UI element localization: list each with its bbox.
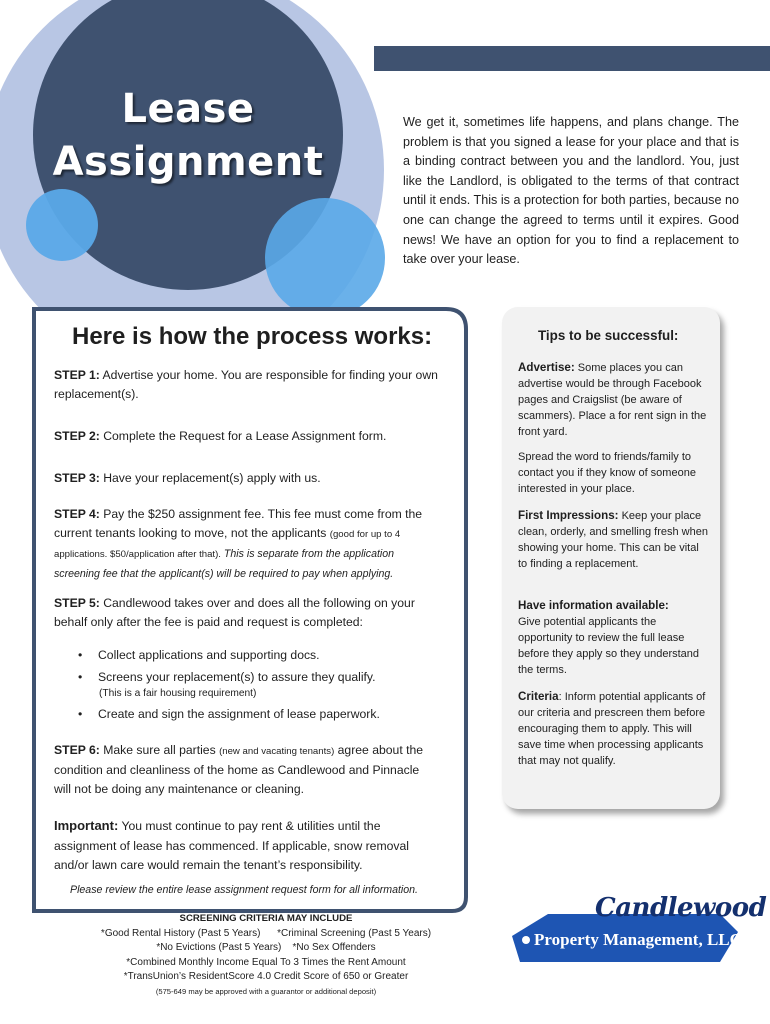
intro-paragraph: We get it, sometimes life happens, and plans change. The problem is that you signed a lease for your place and that is a binding contract between you and the landlord. You, just like the Landlord, is obligated to the terms of that contract until it ends. This is a protection for both parties, because no one can change the agreed to terms until it expires. Good news! We have an option for you to find a replacement to take over your lease. [403, 115, 739, 267]
bright-circle-left [26, 189, 98, 261]
step-3 [54, 469, 439, 488]
step-6 [54, 741, 439, 799]
step-4-text: Pay the $250 assignment fee. This fee must come from the current tenants looking to move, not the applicants [54, 507, 423, 540]
bullet-item: • Create and sign the assignment of lease paperwork. [78, 707, 380, 721]
step-4-label: STEP 4: [54, 507, 100, 521]
step-6-text-b: agree about the condition and cleanliness of the home as Candlewood and Pinnacle will not be doing any maintenance or cleaning. [54, 743, 424, 796]
screening-line: *Good Rental History (Past 5 Years) *Criminal Screening (Past 5 Years) [100, 927, 432, 939]
fair-housing-note: (This is a fair housing requirement) [99, 688, 257, 699]
tip-have-info-label: Have information available: [518, 599, 669, 612]
step-4-note: (good for up to 4 applications. $50/application after that). [54, 529, 401, 560]
tip-criteria-label: Criteria [518, 690, 559, 703]
step-5-label: STEP 5: [54, 596, 100, 610]
step-5 [54, 594, 439, 632]
bullet-text: Screens your replacement(s) to assure they qualify. [98, 670, 376, 684]
tip-advertise-text: Some places you can advertise would be through Facebook pages and Craigslist (be aware of scammers). Place a for rent sign in the front yard. [518, 362, 707, 438]
step-2-label: STEP 2: [54, 429, 100, 443]
step-3-label: STEP 3: [54, 471, 100, 485]
bullet-item: • Screens your replacement(s) to assure they qualify. [78, 670, 376, 684]
tips-heading: Tips to be successful: [538, 328, 679, 343]
tip-have-info [518, 598, 708, 678]
step-5-text: Candlewood takes over and does all the following on your behalf only after the fee is paid and request is completed: [54, 596, 415, 629]
important-text: You must continue to pay rent & utilities until the assignment of lease has commenced. If applicable, snow removal and/or lawn care would remain the tenant’s responsibility. [54, 819, 409, 872]
tip-criteria [518, 689, 708, 769]
screening-criteria [76, 912, 456, 999]
header-band [374, 46, 770, 71]
screening-heading: SCREENING CRITERIA MAY INCLUDE [179, 913, 353, 924]
tip-spread: Spread the word to friends/family to contact you if they know of someone interested in your place. [518, 451, 696, 495]
step-6-text-a: Make sure all parties [99, 743, 220, 757]
step-4 [54, 505, 439, 584]
tip-have-info-text: Give potential applicants the opportunity to review the full lease before they apply so they understand the terms. [518, 616, 700, 676]
process-heading: Here is how the process works: [72, 323, 433, 350]
tip-criteria-text: : Inform potential applicants of our criteria and prescreen them before encouraging them to apply. This will save time when processing applicants that may not qualify. [518, 691, 706, 767]
step-1-label: STEP 1: [54, 368, 100, 382]
important-note [54, 816, 434, 876]
step-1-text: Advertise your home. You are responsible for finding your own replacement(s). [54, 368, 438, 401]
important-label: Important: [54, 818, 119, 833]
tip-advertise [518, 360, 708, 440]
logo-bullet-dot [522, 936, 530, 944]
tip-first-impressions-text: Keep your place clean, orderly, and smelling fresh when showing your home. This can be vital to finding a replacement. [518, 510, 708, 570]
bullet-text: Collect applications and supporting docs. [98, 648, 320, 662]
step-1 [54, 366, 439, 404]
tip-first-impressions [518, 508, 708, 572]
tip-advertise-label: Advertise: [518, 361, 575, 374]
step-4-italic: This is separate from the application screening fee that the applicant(s) will be required to pay when applying. [54, 548, 395, 580]
step-2 [54, 427, 439, 446]
bright-circle-right [265, 198, 385, 318]
screening-line: *TransUnion’s ResidentScore 4.0 Credit Score of 650 or Greater [123, 971, 409, 982]
step-6-note: (new and vacating tenants) [219, 746, 335, 757]
review-note: Please review the entire lease assignment request form for all information. [70, 884, 418, 896]
title-line-2: Assignment [52, 139, 324, 185]
title-line-1: Lease [121, 86, 255, 132]
bullet-item: • Collect applications and supporting docs. [78, 648, 320, 662]
screening-footnote: (575-649 may be approved with a guarantor or additional deposit) [155, 986, 377, 996]
screening-line: *Combined Monthly Income Equal To 3 Times the Rent Amount [126, 956, 406, 968]
step-6-label: STEP 6: [54, 743, 100, 757]
screening-line: *No Evictions (Past 5 Years) *No Sex Offenders [156, 942, 376, 953]
logo-name: Candlewood [595, 893, 767, 923]
tip-first-impressions-label: First Impressions: [518, 509, 619, 522]
step-3-text: Have your replacement(s) apply with us. [99, 471, 321, 485]
step-2-text: Complete the Request for a Lease Assignment form. [99, 429, 387, 443]
logo-tagline: Property Management, LLC [534, 930, 742, 949]
bullet-text: Create and sign the assignment of lease paperwork. [98, 707, 380, 721]
